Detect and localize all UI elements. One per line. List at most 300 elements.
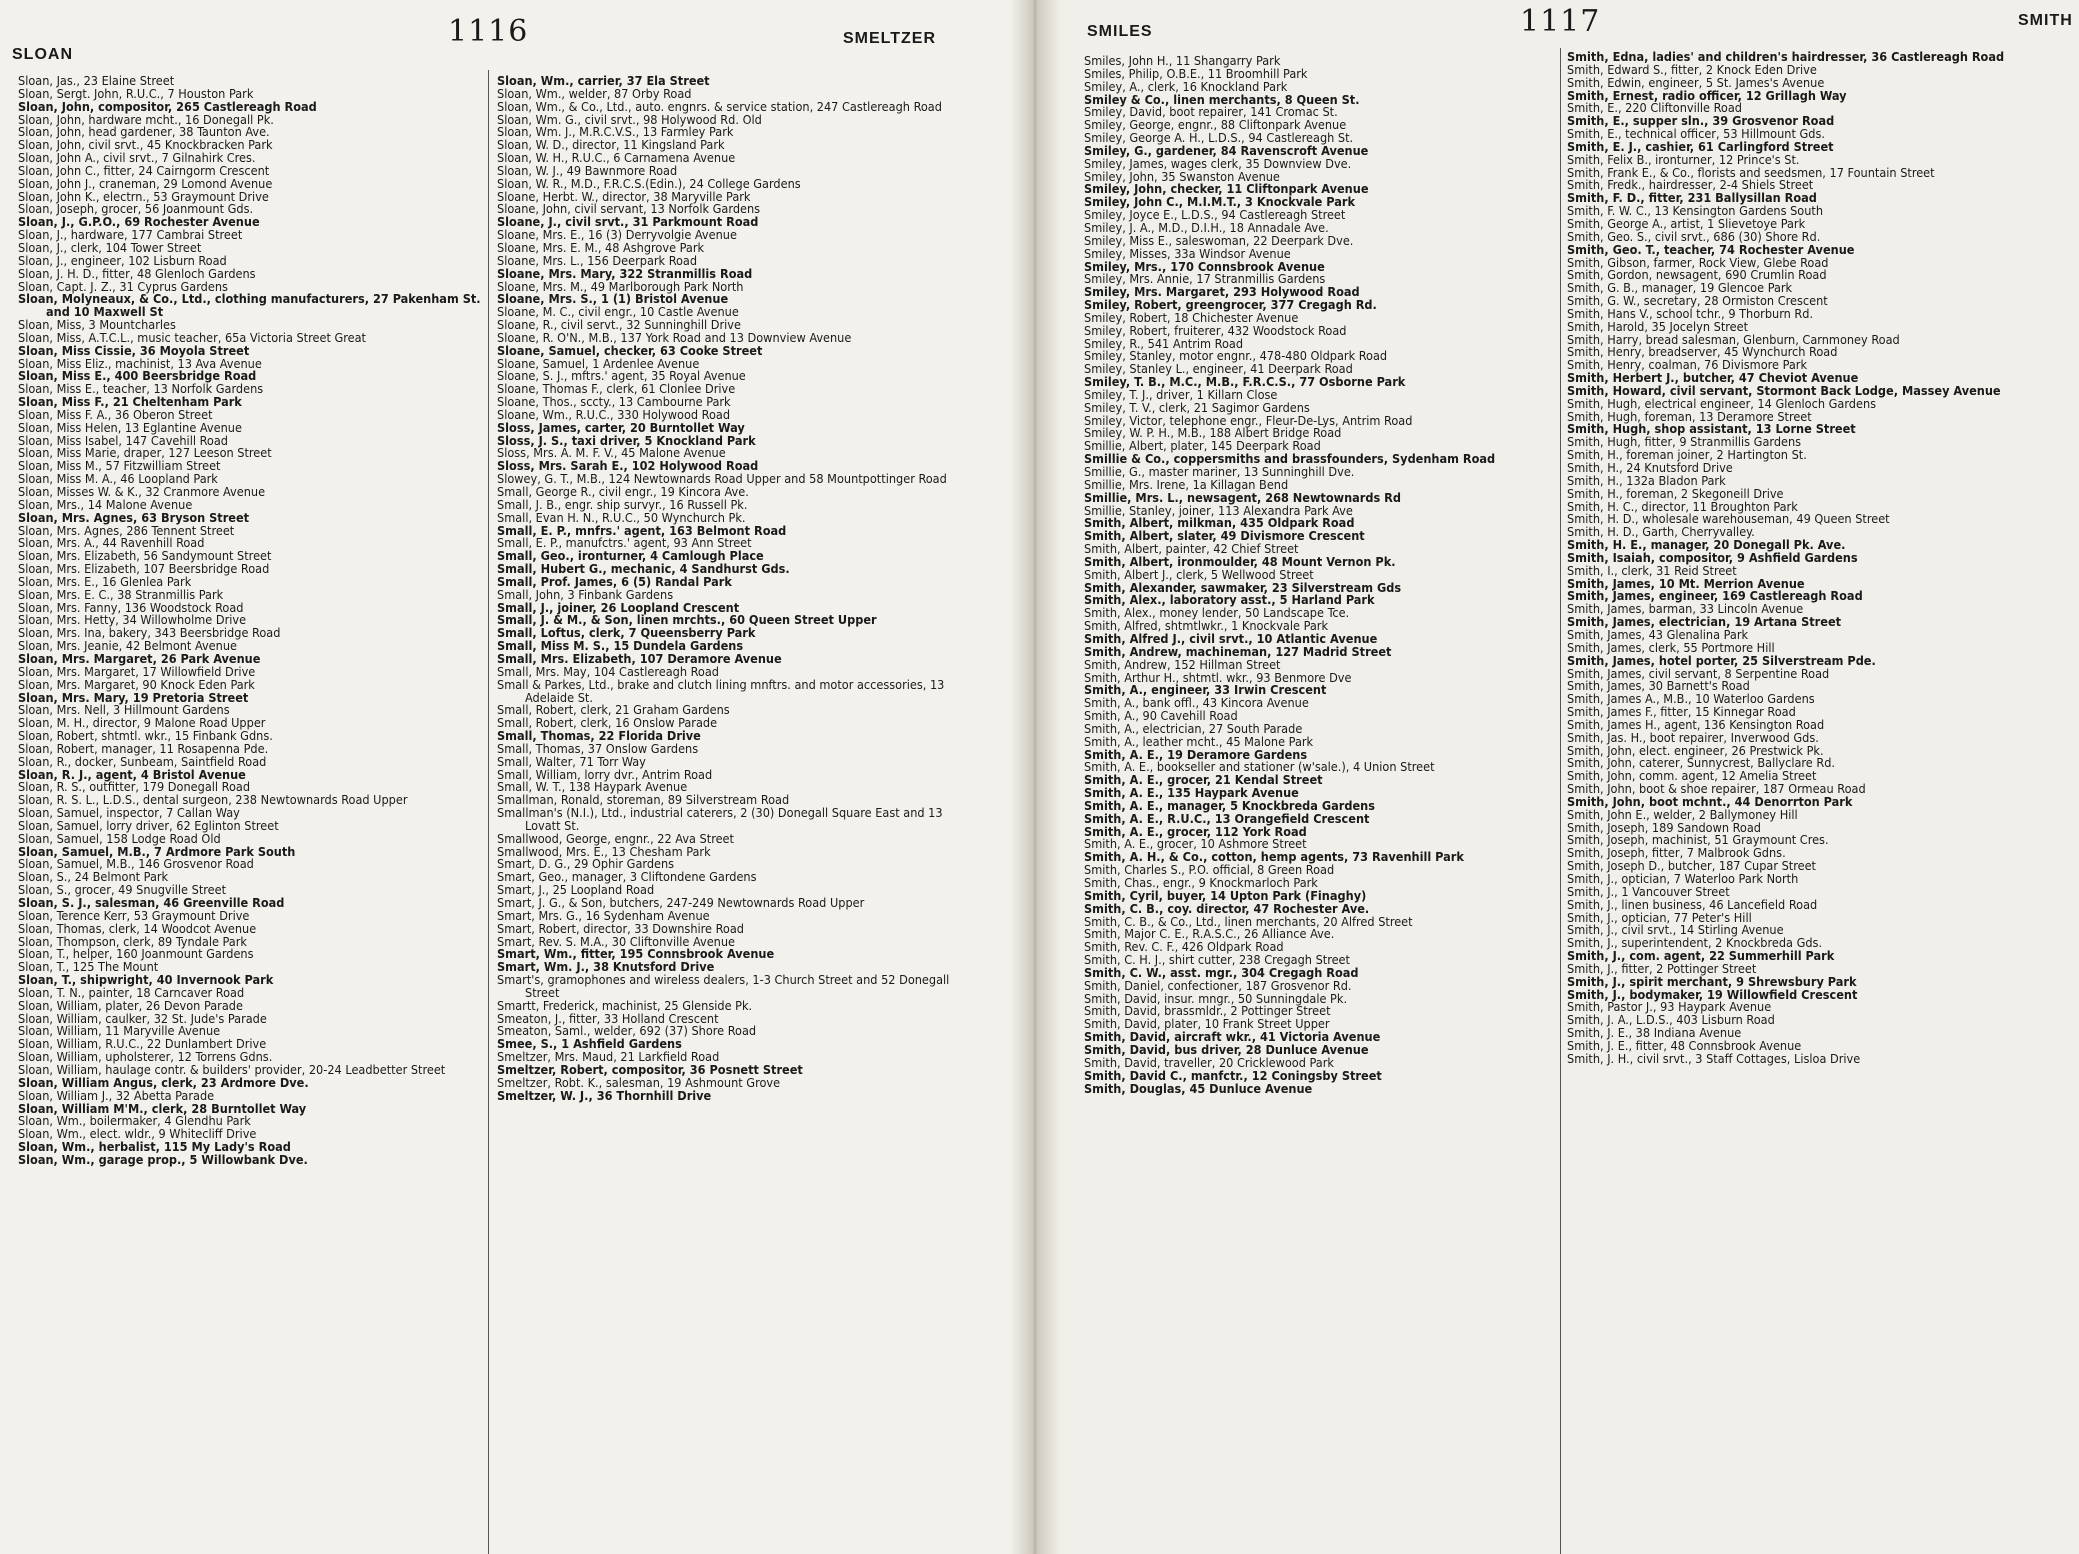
directory-entry: Sloan, Mrs. A., 44 Ravenhill Road: [18, 535, 205, 551]
directory-entry: Sloane, Wm., R.U.C., 330 Holywood Road: [497, 406, 731, 422]
directory-entry: Small, Prof. James, 6 (5) Randal Park: [497, 573, 732, 589]
directory-entry: Smith, Albert, ironmoulder, 48 Mount Vernon Pk.: [1084, 553, 1396, 569]
directory-entry: Smeltzer, W. J., 36 Thornhill Drive: [497, 1087, 712, 1103]
directory-entry: Smith, Alex., laboratory asst., 5 Harland Park: [1084, 592, 1375, 608]
directory-entry: Sloan, John K., electrn., 53 Graymount Drive: [18, 188, 269, 204]
directory-entry: Sloan, R. J., agent, 4 Bristol Avenue: [18, 766, 246, 782]
directory-entry: Smallwood, George, engnr., 22 Ava Street: [497, 830, 734, 846]
directory-entry: Sloan, Sergt. John, R.U.C., 7 Houston Park: [18, 85, 254, 101]
directory-entry: Sloane, Mrs. M., 49 Marlborough Park North: [497, 278, 744, 294]
directory-entry: Sloan, Thomas, clerk, 14 Woodcot Avenue: [18, 920, 257, 936]
directory-entry: Small, Miss M. S., 15 Dundela Gardens: [497, 638, 744, 654]
directory-entry: Small, Thomas, 37 Onslow Gardens: [497, 740, 699, 756]
directory-entry: Smith, Alfred, shtmtlwkr., 1 Knockvale Park: [1084, 618, 1329, 634]
directory-entry: Smith, Joseph, 189 Sandown Road: [1567, 819, 1761, 835]
directory-entry: Sloan, R. S., outfitter, 179 Donegall Road: [18, 779, 251, 795]
directory-entry: Sloan, Mrs. Elizabeth, 56 Sandymount Street: [18, 548, 272, 564]
directory-entry: Smith, James F., fitter, 15 Kinnegar Road: [1567, 704, 1796, 720]
directory-entry: Smith, A. E., 135 Haypark Avenue: [1084, 785, 1299, 801]
directory-entry: Smiley, Misses, 33a Windsor Avenue: [1084, 245, 1291, 261]
directory-entry: Smith, David, aircraft wkr., 41 Victoria Avenue: [1084, 1029, 1381, 1045]
directory-entry: Sloan, William J., 32 Abetta Parade: [18, 1087, 215, 1103]
directory-entry: Smith, C. B., coy. director, 47 Rochester Ave.: [1084, 900, 1370, 916]
directory-entry: Smith, Gordon, newsagent, 690 Crumlin Road: [1567, 267, 1827, 283]
directory-entry: Sloan, Mrs. Hetty, 34 Willowholme Drive: [18, 612, 247, 628]
directory-entry: Small, E. P., manufctrs.' agent, 93 Ann Street: [497, 535, 752, 551]
directory-entry: Smith, James, hotel porter, 25 Silverstream Pde.: [1567, 652, 1876, 668]
directory-entry: Smith, G. B., manager, 19 Glencoe Park: [1567, 280, 1793, 296]
directory-entry: Sloan, R. S. L., L.D.S., dental surgeon, 238 Newtownards Road Upper: [18, 792, 408, 808]
directory-entry: Smart, Geo., manager, 3 Cliftondene Gardens: [497, 869, 757, 885]
directory-entry: Smith, I., clerk, 31 Reid Street: [1567, 562, 1737, 578]
directory-entry: Smiley, G., gardener, 84 Ravenscroft Avenue: [1084, 142, 1369, 158]
directory-entry: Sloane, Mrs. S., 1 (1) Bristol Avenue: [497, 291, 729, 307]
directory-entry: Smith, Arthur H., shtmtl. wkr., 93 Benmore Dve: [1084, 669, 1352, 685]
directory-entry: Small, Walter, 71 Torr Way: [497, 753, 646, 769]
directory-entry: Smiley, Joyce E., L.D.S., 94 Castlereagh Street: [1084, 207, 1346, 223]
directory-entry: Smith, Hugh, electrical engineer, 14 Glenloch Gardens: [1567, 395, 1877, 411]
directory-entry: Sloan, Terence Kerr, 53 Graymount Drive: [18, 907, 250, 923]
directory-entry: Sloss, James, carter, 20 Burntollet Way: [497, 419, 745, 435]
directory-entry: Smith, Hugh, foreman, 13 Deramore Street: [1567, 408, 1812, 424]
directory-entry: Sloan, Miss Eliz., machinist, 13 Ava Avenue: [18, 355, 262, 371]
right-guide-word-last: SMITH: [2018, 12, 2073, 29]
directory-entry: Smith, Pastor J., 93 Haypark Avenue: [1567, 999, 1772, 1015]
directory-entry: Smith, Chas., engr., 9 Knockmarloch Park: [1084, 875, 1318, 890]
directory-entry: Smith, F. W. C., 13 Kensington Gardens South: [1567, 203, 1824, 219]
directory-entry: Sloan, Jas., 23 Elaine Street: [18, 75, 175, 88]
directory-entry: Smart, Robert, director, 33 Downshire Road: [497, 920, 744, 936]
directory-entry: Sloane, Herbt. W., director, 38 Maryville Park: [497, 188, 751, 204]
directory-entry: Small, Hubert G., mechanic, 4 Sandhurst Gds.: [497, 561, 790, 577]
directory-entry: Sloan, Miss, 3 Mountcharles: [18, 317, 176, 333]
directory-entry: Sloan, Wm., carrier, 37 Ela Street: [497, 75, 710, 88]
directory-entry: Sloane, J., civil srvt., 31 Parkmount Road: [497, 214, 759, 230]
left-column-divider: [488, 70, 489, 1554]
directory-entry: Smith, F. D., fitter, 231 Ballysillan Road: [1567, 190, 1817, 206]
directory-entry: Sloane, M. C., civil engr., 10 Castle Avenue: [497, 304, 739, 320]
directory-entry: Smith, David, insur. mngr., 50 Sunningdale Pk.: [1084, 990, 1348, 1006]
directory-entry: Sloan, Samuel, lorry driver, 62 Eglinton Street: [18, 817, 279, 833]
directory-entry: Smith, James, clerk, 55 Portmore Hill: [1567, 639, 1775, 655]
directory-entry: Sloan, Wm., herbalist, 115 My Lady's Road: [18, 1139, 291, 1155]
directory-entry: Smith, John, elect. engineer, 26 Prestwick Pk.: [1567, 742, 1824, 758]
directory-entry: Smillie, Mrs. Irene, 1a Killagan Bend: [1084, 476, 1289, 492]
directory-entry: Smart, Mrs. G., 16 Sydenham Avenue: [497, 907, 710, 923]
directory-entry: Sloan, John C., fitter, 24 Cairngorm Crescent: [18, 162, 270, 178]
directory-entry: Smith, James, 30 Barnett's Road: [1567, 678, 1750, 694]
directory-entry: Sloan, T., shipwright, 40 Invernook Park: [18, 972, 274, 988]
left-page: [0, 0, 1010, 1554]
directory-entry: Smith, James, engineer, 169 Castlereagh Road: [1567, 588, 1863, 604]
directory-entry: Smiley, Robert, 18 Chichester Avenue: [1084, 309, 1299, 325]
directory-entry: Smith, C. W., asst. mgr., 304 Cregagh Road: [1084, 964, 1359, 980]
directory-entry: Sloan, R., docker, Sunbeam, Saintfield Road: [18, 753, 267, 769]
directory-entry: Smiley, Mrs. Annie, 17 Stranmillis Gardens: [1084, 271, 1326, 287]
directory-entry: Smith, Daniel, confectioner, 187 Grosvenor Rd.: [1084, 977, 1352, 993]
directory-entry: Smith, Howard, civil servant, Stormont Back Lodge, Massey Avenue: [1567, 382, 2001, 398]
directory-entry: Smiley, Mrs. Margaret, 293 Holywood Road: [1084, 284, 1360, 300]
directory-entry: Small, J., joiner, 26 Loopland Crescent: [497, 599, 740, 615]
directory-entry: Sloan, Miss E., 400 Beersbridge Road: [18, 368, 257, 384]
directory-entry: Sloan, John, civil srvt., 45 Knockbracken Park: [18, 137, 273, 153]
directory-entry: Small, Evan H. N., R.U.C., 50 Wynchurch Pk.: [497, 509, 746, 525]
directory-entry: Smith, George A., artist, 1 Slievetoye Park: [1567, 215, 1806, 231]
directory-entry: Smith, Joseph, fitter, 7 Malbrook Gdns.: [1567, 845, 1786, 861]
directory-entry: Sloan, Wm., & Co., Ltd., auto. engnrs. & service station, 247 Castlereagh Road: [497, 98, 942, 114]
directory-entry: Small, Mrs. May, 104 Castlereagh Road: [497, 663, 719, 679]
directory-entry: Smillie, Stanley, joiner, 113 Alexandra Park Ave: [1084, 502, 1353, 518]
directory-entry: Smith, H., foreman, 2 Skegoneill Drive: [1567, 485, 1784, 501]
directory-entry: Smiley, Miss E., saleswoman, 22 Deerpark Dve.: [1084, 232, 1354, 248]
directory-entry: Sloan, Wm., boilermaker, 4 Glendhu Park: [18, 1113, 251, 1129]
directory-entry: Smillie, G., master mariner, 13 Sunninghill Dve.: [1084, 464, 1355, 479]
directory-entry: Smith, J. E., 38 Indiana Avenue: [1567, 1025, 1742, 1041]
directory-entry: Smart, Wm. J., 38 Knutsford Drive: [497, 959, 715, 975]
directory-entry: Small, E. P., mnfrs.' agent, 163 Belmont Road: [497, 522, 787, 538]
directory-entry: Sloan, Robert, manager, 11 Rosapenna Pde.: [18, 740, 269, 756]
directory-entry: Smiley, W. P. H., M.B., 188 Albert Bridge Road: [1084, 425, 1342, 441]
left-guide-word-last: SMELTZER: [843, 30, 937, 47]
directory-entry: Smith, J. H., civil srvt., 3 Staff Cottages, Lisloa Drive: [1567, 1050, 1861, 1066]
directory-entry: Sloane, Thomas F., clerk, 61 Clonlee Drive: [497, 381, 736, 397]
directory-entry: Sloan, Misses W. & K., 32 Cranmore Avenue: [18, 484, 266, 499]
directory-entry: Smith, Fredk., hairdresser, 2-4 Shiels Street: [1567, 177, 1814, 193]
directory-entry: Sloan, William, upholsterer, 12 Torrens Gdns.: [18, 1049, 273, 1065]
directory-entry: Smith, Hugh, shop assistant, 13 Lorne Street: [1567, 421, 1856, 437]
directory-entry: Sloan, J., engineer, 102 Lisburn Road: [18, 252, 227, 268]
directory-entry: Sloan, W. J., 49 Bawnmore Road: [497, 162, 678, 178]
directory-entry: Smith, James, 43 Glenalina Park: [1567, 626, 1749, 642]
right-column-divider: [1560, 48, 1561, 1554]
directory-entry: Sloan, S. J., salesman, 46 Greenville Road: [18, 895, 285, 910]
left-guide-word-first: SLOAN: [12, 46, 73, 63]
directory-entry: Sloan, Wm., elect. wldr., 9 Whitecliff Drive: [18, 1126, 257, 1142]
right-page-number: 1117: [1520, 4, 1601, 39]
directory-entry: Smith, H. E., manager, 20 Donegall Pk. Ave.: [1567, 537, 1846, 553]
directory-entry: Smee, S., 1 Ashfield Gardens: [497, 1036, 682, 1052]
directory-entry: Smith, A., 90 Cavehill Road: [1084, 708, 1238, 724]
directory-entry: Smiley, Robert, greengrocer, 377 Cregagh Rd.: [1084, 297, 1377, 313]
directory-entry: Smith, E., supper sln., 39 Grosvenor Road: [1567, 113, 1835, 129]
directory-entry: Smith, Geo. S., civil srvt., 686 (30) Shore Rd.: [1567, 228, 1821, 244]
directory-entry: Sloan, John J., craneman, 29 Lomond Avenue: [18, 175, 273, 191]
directory-entry: Smith, H. D., wholesale warehouseman, 49 Queen Street: [1567, 511, 1890, 527]
directory-entry: Sloan, T., helper, 160 Joanmount Gardens: [18, 946, 254, 962]
directory-entry: Smith, Albert, milkman, 435 Oldpark Road: [1084, 515, 1355, 531]
directory-entry: Smith, John E., welder, 2 Ballymoney Hill: [1567, 806, 1798, 822]
directory-entry: Smiley, R., 541 Antrim Road: [1084, 335, 1244, 351]
directory-entry: Sloan, J., G.P.O., 69 Rochester Avenue: [18, 214, 260, 230]
directory-entry: Sloan, Miss E., teacher, 13 Norfolk Gardens: [18, 381, 264, 397]
directory-entry: Smiley, John C., M.I.M.T., 3 Knockvale Park: [1084, 194, 1356, 210]
directory-entry: Smiles, Philip, O.B.E., 11 Broomhill Park: [1084, 65, 1308, 81]
right-column-2: [1567, 51, 2072, 1554]
directory-entry: Smith, James, 10 Mt. Merrion Avenue: [1567, 575, 1805, 591]
directory-entry: Smith, Andrew, machineman, 127 Madrid Street: [1084, 643, 1392, 659]
directory-entry: Smith, James H., agent, 136 Kensington Road: [1567, 716, 1825, 732]
directory-entry: Smith, James, civil servant, 8 Serpentine Road: [1567, 665, 1830, 681]
directory-entry: Smith, H. C., director, 11 Broughton Park: [1567, 498, 1798, 514]
right-column-1: [1084, 55, 1554, 1554]
directory-entry: Smith, John, boot & shoe repairer, 187 Ormeau Road: [1567, 781, 1866, 797]
book-gutter: [1010, 0, 1060, 1554]
directory-entry: Sloan, Mrs. Agnes, 63 Bryson Street: [18, 509, 250, 525]
directory-entry: Sloss, Mrs. A. M. F. V., 45 Malone Avenue: [497, 445, 726, 461]
directory-entry: Smiley, Robert, fruiterer, 432 Woodstock Road: [1084, 322, 1347, 338]
directory-entry: Sloan, J., hardware, 177 Cambrai Street: [18, 227, 243, 243]
directory-entry: Smith, Jas. H., boot repairer, Inverwood Gds.: [1567, 729, 1819, 745]
directory-entry: Smiley, David, boot repairer, 141 Cromac St.: [1084, 104, 1338, 120]
directory-entry: Sloan, Mrs. Elizabeth, 107 Beersbridge Road: [18, 561, 270, 577]
directory-entry: Smeaton, Saml., welder, 692 (37) Shore Road: [497, 1023, 757, 1039]
directory-entry: Smith, Albert, painter, 42 Chief Street: [1084, 541, 1299, 557]
directory-entry: Smith, Isaiah, compositor, 9 Ashfield Gardens: [1567, 549, 1858, 565]
directory-entry: Smillie, Mrs. L., newsagent, 268 Newtownards Rd: [1084, 489, 1402, 505]
directory-entry: Smith, J., optician, 7 Waterloo Park North: [1567, 871, 1799, 886]
directory-entry: Sloan, Molyneaux, & Co., Ltd., clothing manufacturers, 27 Pakenham St. and 10 Maxwell St: [18, 291, 481, 320]
directory-entry: Sloan, T. N., painter, 18 Carncaver Road: [18, 984, 245, 1000]
directory-entry: Smiley, T. B., M.C., M.B., F.R.C.S., 77 Osborne Park: [1084, 374, 1406, 390]
directory-entry: Smart, Wm., fitter, 195 Connsbrook Avenue: [497, 946, 775, 962]
directory-entry: Sloane, Mrs. E., 16 (3) Derryvolgie Avenue: [497, 227, 737, 243]
directory-entry: Sloan, John, hardware mcht., 16 Donegall Pk.: [18, 111, 274, 127]
directory-entry: Smith, A., electrician, 27 South Parade: [1084, 720, 1303, 736]
directory-entry: Smith, A. E., bookseller and stationer (w'sale.), 4 Union Street: [1084, 759, 1435, 775]
left-page-header: [0, 0, 1010, 70]
directory-entry: Smart's, gramophones and wireless dealers, 1-3 Church Street and 52 Donegall Street: [497, 972, 950, 1000]
directory-entry: Sloan, W. R., M.D., F.R.C.S.(Edin.), 24 College Gardens: [497, 175, 801, 191]
directory-entry: Sloan, J., clerk, 104 Tower Street: [18, 239, 202, 255]
directory-entry: Smeaton, J., fitter, 33 Holland Crescent: [497, 1010, 719, 1026]
directory-entry: Smith, Gibson, farmer, Rock View, Glebe Road: [1567, 254, 1829, 270]
directory-entry: Smith, J., 1 Vancouver Street: [1567, 883, 1730, 899]
directory-entry: Sloan, Wm. J., M.R.C.V.S., 13 Farmley Park: [497, 124, 734, 140]
directory-entry: Small, Geo., ironturner, 4 Camlough Place: [497, 548, 764, 564]
directory-entry: Smith, Ernest, radio officer, 12 Grillagh Way: [1567, 87, 1847, 103]
directory-entry: Sloan, Mrs. Mary, 19 Pretoria Street: [18, 689, 249, 705]
directory-entry: Smith, A. E., grocer, 112 York Road: [1084, 823, 1307, 839]
directory-entry: Smith, David C., manfctr., 12 Coningsby Street: [1084, 1067, 1382, 1083]
directory-entry: Smith, G. W., secretary, 28 Ormiston Crescent: [1567, 293, 1828, 309]
directory-entry: Smith, J., civil srvt., 14 Stirling Avenue: [1567, 922, 1784, 938]
left-column-1: [18, 75, 483, 1554]
directory-entry: Sloan, William, plater, 26 Devon Parade: [18, 997, 243, 1013]
directory-entry: Smith, A. E., manager, 5 Knockbreda Gardens: [1084, 797, 1375, 813]
directory-entry: Smith, Frank E., & Co., florists and seedsmen, 17 Fountain Street: [1567, 164, 1935, 180]
directory-entry: Sloan, Mrs. Nell, 3 Hillmount Gardens: [18, 702, 230, 718]
directory-entry: Smith, James, electrician, 19 Artana Street: [1567, 614, 1842, 630]
directory-entry: Smith, A. H., & Co., cotton, hemp agents, 73 Ravenhill Park: [1084, 849, 1464, 865]
directory-entry: Smith, Albert, slater, 49 Divismore Crescent: [1084, 528, 1365, 544]
directory-entry: Smiley, J. A., M.D., D.I.H., 18 Annadale Ave.: [1084, 219, 1329, 235]
directory-entry: Smith, A. E., grocer, 10 Ashmore Street: [1084, 836, 1307, 852]
directory-entry: Sloan, T., 125 The Mount: [18, 959, 159, 975]
directory-entry: Smith, David, plater, 10 Frank Street Upper: [1084, 1016, 1330, 1032]
directory-entry: Sloan, John A., civil srvt., 7 Gilnahirk Cres.: [18, 150, 256, 166]
directory-entry: Small, Thomas, 22 Florida Drive: [497, 728, 701, 744]
directory-entry: Sloan, Mrs. Margaret, 90 Knock Eden Park: [18, 676, 255, 692]
directory-entry: Small, George R., civil engr., 19 Kincora Ave.: [497, 484, 749, 499]
directory-entry: Sloan, Mrs. Jeanie, 42 Belmont Avenue: [18, 638, 237, 654]
directory-entry: Sloan, Miss Cissie, 36 Moyola Street: [18, 342, 250, 358]
directory-entry: Sloane, Mrs. L., 156 Deerpark Road: [497, 252, 698, 268]
directory-entry: Smith, J., bodymaker, 19 Willowfield Crescent: [1567, 986, 1858, 1002]
directory-entry: Smith, J., spirit merchant, 9 Shrewsbury Park: [1567, 973, 1857, 989]
directory-entry: Sloan, Robert, shtmtl. wkr., 15 Finbank Gdns.: [18, 728, 273, 744]
directory-entry: Sloan, William M'M., clerk, 28 Burntollet Way: [18, 1100, 307, 1116]
directory-entry: Smith, Hans V., school tchr., 9 Thorburn Rd.: [1567, 305, 1814, 321]
directory-entry: Smith, Geo. T., teacher, 74 Rochester Avenue: [1567, 241, 1855, 257]
directory-entry: Sloan, Thompson, clerk, 89 Tyndale Park: [18, 933, 247, 949]
directory-entry: Sloan, Mrs. E. C., 38 Stranmillis Park: [18, 586, 224, 602]
directory-entry: Smith, Joseph D., butcher, 187 Cupar Street: [1567, 858, 1816, 874]
directory-entry: Smith, H., foreman joiner, 2 Hartington St.: [1567, 447, 1807, 463]
directory-entry: Sloane, Thos., sccty., 13 Cambourne Park: [497, 394, 731, 410]
directory-entry: Smith, John, caterer, Sunnycrest, Ballyclare Rd.: [1567, 755, 1836, 771]
directory-entry: Sloan, Mrs. Ina, bakery, 343 Beersbridge Road: [18, 625, 281, 641]
directory-entry: Smiley & Co., linen merchants, 8 Queen St.: [1084, 91, 1360, 107]
directory-entry: Small, W. T., 138 Haypark Avenue: [497, 779, 688, 795]
directory-entry: Smith, Major C. E., R.A.S.C., 26 Alliance Ave.: [1084, 926, 1335, 942]
directory-entry: Small, William, lorry dvr., Antrim Road: [497, 766, 713, 782]
directory-entry: Smith, Felix B., ironturner, 12 Prince's St.: [1567, 151, 1800, 167]
directory-entry: Sloan, William, haulage contr. & builders' provider, 20-24 Leadbetter Street: [18, 1061, 446, 1077]
directory-entry: Sloan, Miss F. A., 36 Oberon Street: [18, 406, 213, 422]
directory-entry: Sloan, Miss M., 57 Fitzwilliam Street: [18, 458, 221, 474]
directory-entry: Smeltzer, Mrs. Maud, 21 Larkfield Road: [497, 1049, 720, 1065]
directory-entry: Smiley, James, wages clerk, 35 Downview Dve.: [1084, 155, 1352, 171]
directory-entry: Sloan, Wm. G., civil srvt., 98 Holywood Rd. Old: [497, 111, 762, 127]
directory-entry: Small, J. B., engr. ship survyr., 16 Russell Pk.: [497, 496, 748, 512]
directory-entry: Smith, Rev. C. F., 426 Oldpark Road: [1084, 939, 1284, 955]
directory-entry: Sloan, Samuel, inspector, 7 Callan Way: [18, 805, 240, 821]
directory-entry: Smart, Rev. S. M.A., 30 Cliftonville Avenue: [497, 933, 736, 949]
directory-entry: Sloane, R., civil servt., 32 Sunninghill Drive: [497, 317, 741, 333]
directory-entry: Smillie, Albert, plater, 145 Deerpark Road: [1084, 438, 1321, 454]
directory-entry: Smith, H., 132a Bladon Park: [1567, 472, 1726, 488]
directory-entry: Smillie & Co., coppersmiths and brassfounders, Sydenham Road: [1084, 451, 1496, 467]
directory-entry: Smith, John, boot mchnt., 44 Denorrton Park: [1567, 793, 1853, 809]
directory-entry: Sloane, Mrs. Mary, 322 Stranmillis Road: [497, 265, 753, 281]
directory-entry: Smith, J. E., fitter, 48 Connsbrook Avenue: [1567, 1037, 1802, 1053]
directory-entry: Small, Mrs. Elizabeth, 107 Deramore Avenue: [497, 650, 782, 666]
directory-entry: Smith, Herbert J., butcher, 47 Cheviot Avenue: [1567, 370, 1859, 386]
directory-entry: Smiley, Mrs., 170 Connsbrook Avenue: [1084, 258, 1325, 274]
directory-entry: Smith, James, barman, 33 Lincoln Avenue: [1567, 601, 1804, 617]
directory-entry: Sloan, W. H., R.U.C., 6 Carnamena Avenue: [497, 150, 736, 166]
directory-entry: Smallman's (N.I.), Ltd., industrial caterers, 2 (30) Donegall Square East and 13 Lovatt St.: [497, 805, 943, 833]
directory-entry: Smith, Alexander, sawmaker, 23 Silverstream Gds: [1084, 579, 1402, 595]
directory-entry: Smiley, Victor, telephone engr., Fleur-De-Lys, Antrim Road: [1084, 412, 1413, 428]
directory-entry: Smith, J., fitter, 2 Pottinger Street: [1567, 960, 1757, 976]
directory-entry: Sloan, Mrs. Agnes, 286 Tennent Street: [18, 522, 235, 538]
directory-entry: Small, Loftus, clerk, 7 Queensberry Park: [497, 625, 756, 641]
directory-entry: Smith, Henry, breadserver, 45 Wynchurch Road: [1567, 344, 1838, 360]
directory-entry: Small, Robert, clerk, 16 Onslow Parade: [497, 715, 718, 731]
directory-entry: Sloan, Mrs. Margaret, 26 Park Avenue: [18, 650, 261, 666]
directory-entry: Sloan, Samuel, M.B., 7 Ardmore Park South: [18, 843, 296, 859]
directory-entry: Smeltzer, Robt. K., salesman, 19 Ashmount Grove: [497, 1074, 781, 1090]
directory-entry: Sloan, William, caulker, 32 St. Jude's Parade: [18, 1010, 267, 1026]
directory-entry: Sloan, William Angus, clerk, 23 Ardmore Dve.: [18, 1074, 309, 1090]
directory-entry: Smiley, George, engnr., 88 Cliftonpark Avenue: [1084, 117, 1347, 133]
directory-entry: Smallman, Ronald, storeman, 89 Silverstream Road: [497, 792, 790, 808]
directory-entry: Smith, J. A., L.D.S., 403 Lisburn Road: [1567, 1012, 1775, 1028]
right-page: [1060, 0, 2079, 1554]
directory-entry: Smiley, A., clerk, 16 Knockland Park: [1084, 78, 1288, 94]
directory-entry: Smith, Alfred J., civil srvt., 10 Atlantic Avenue: [1084, 630, 1378, 646]
directory-entry: Sloane, John, civil servant, 13 Norfolk Gardens: [497, 201, 761, 217]
directory-entry: Sloan, William, R.U.C., 22 Dunlambert Drive: [18, 1036, 267, 1052]
directory-entry: Smartt, Frederick, machinist, 25 Glenside Pk.: [497, 997, 753, 1013]
directory-entry: Sloss, Mrs. Sarah E., 102 Holywood Road: [497, 458, 759, 474]
directory-entry: Smiley, T. V., clerk, 21 Sagimor Gardens: [1084, 399, 1310, 415]
directory-entry: Smith, Douglas, 45 Dunluce Avenue: [1084, 1080, 1313, 1096]
directory-entry: Smith, J., com. agent, 22 Summerhill Park: [1567, 948, 1835, 964]
directory-entry: Sloan, Samuel, 158 Lodge Road Old: [18, 830, 221, 846]
directory-entry: Sloan, Miss M. A., 46 Loopland Park: [18, 471, 218, 487]
directory-entry: Sloane, Mrs. E. M., 48 Ashgrove Park: [497, 239, 705, 255]
directory-entry: Smallwood, Mrs. E., 13 Chesham Park: [497, 843, 711, 859]
directory-entry: Smith, James A., M.B., 10 Waterloo Gardens: [1567, 691, 1815, 707]
directory-entry: Sloss, J. S., taxi driver, 5 Knockland Park: [497, 432, 756, 448]
directory-entry: Sloan, Miss, A.T.C.L., music teacher, 65a Victoria Street Great: [18, 329, 366, 345]
directory-entry: Sloan, Mrs. E., 16 Glenlea Park: [18, 573, 192, 589]
directory-entry: Sloan, Wm., welder, 87 Orby Road: [497, 85, 692, 101]
directory-entry: Sloan, S., 24 Belmont Park: [18, 869, 169, 885]
directory-entry: Small, John, 3 Finbank Gardens: [497, 586, 674, 602]
directory-entry: Smith, J., linen business, 46 Lancefield Road: [1567, 896, 1818, 912]
directory-entry: Smith, C. H. J., shirt cutter, 238 Cregagh Street: [1084, 952, 1350, 968]
directory-entry: Smith, Edna, ladies' and children's hairdresser, 36 Castlereagh Road: [1567, 51, 2005, 64]
directory-entry: Sloan, Wm., garage prop., 5 Willowbank Dve.: [18, 1151, 308, 1167]
directory-entry: Smith, E., technical officer, 53 Hillmount Gds.: [1567, 126, 1825, 142]
directory-entry: Smiley, Stanley, motor engnr., 478-480 Oldpark Road: [1084, 348, 1388, 364]
directory-entry: Smith, J., superintendent, 2 Knockbreda Gds.: [1567, 935, 1823, 951]
directory-entry: Smith, David, brassmldr., 2 Pottinger Street: [1084, 1003, 1331, 1019]
directory-entry: Small & Parkes, Ltd., brake and clutch lining mnftrs. and motor accessories, 13 Adelaide St.: [497, 676, 945, 705]
directory-entry: Smith, C. B., & Co., Ltd., linen merchants, 20 Alfred Street: [1084, 913, 1413, 929]
directory-entry: Smith, Edward S., fitter, 2 Knock Eden Drive: [1567, 61, 1817, 77]
directory-entry: Smart, D. G., 29 Ophir Gardens: [497, 856, 675, 872]
directory-entry: Smith, David, bus driver, 28 Dunluce Avenue: [1084, 1041, 1369, 1057]
directory-entry: Smart, J. G., & Son, butchers, 247-249 Newtownards Road Upper: [497, 895, 865, 910]
directory-entry: Smith, Albert J., clerk, 5 Wellwood Street: [1084, 566, 1314, 582]
directory-entry: Sloan, John, head gardener, 38 Taunton Ave.: [18, 124, 270, 140]
directory-entry: Smith, J., optician, 77 Peter's Hill: [1567, 909, 1752, 925]
directory-entry: Sloan, S., grocer, 49 Snugville Street: [18, 882, 227, 898]
directory-entry: Sloan, Capt. J. Z., 31 Cyprus Gardens: [18, 278, 228, 294]
directory-entry: Smith, E., 220 Cliftonville Road: [1567, 100, 1742, 116]
directory-entry: Sloane, Samuel, checker, 63 Cooke Street: [497, 342, 763, 358]
directory-entry: Sloane, S. J., mftrs.' agent, 35 Royal Avenue: [497, 368, 746, 384]
directory-entry: Smith, Harold, 35 Jocelyn Street: [1567, 318, 1749, 334]
directory-entry: Smith, Harry, bread salesman, Glenburn, Carnmoney Road: [1567, 331, 1900, 347]
left-column-2: [497, 75, 971, 1554]
directory-entry: Smith, H., 24 Knutsford Drive: [1567, 460, 1733, 475]
directory-entry: Sloan, Joseph, grocer, 56 Joanmount Gds.: [18, 201, 254, 217]
directory-entry: Smith, H. D., Garth, Cherryvalley.: [1567, 524, 1755, 540]
directory-entry: Smith, David, traveller, 20 Cricklewood Park: [1084, 1054, 1334, 1070]
directory-entry: Smiles, John H., 11 Shangarry Park: [1084, 55, 1281, 68]
directory-entry: Smith, A., bank offl., 43 Kincora Avenue: [1084, 695, 1309, 711]
directory-entry: Sloane, R. O'N., M.B., 137 York Road and 13 Downview Avenue: [497, 329, 852, 345]
directory-entry: Smith, E. J., cashier, 61 Carlingford Street: [1567, 138, 1834, 154]
directory-entry: Smith, A., leather mcht., 45 Malone Park: [1084, 733, 1314, 749]
directory-entry: Sloan, M. H., director, 9 Malone Road Upper: [18, 715, 266, 731]
left-page-number: 1116: [448, 14, 529, 49]
